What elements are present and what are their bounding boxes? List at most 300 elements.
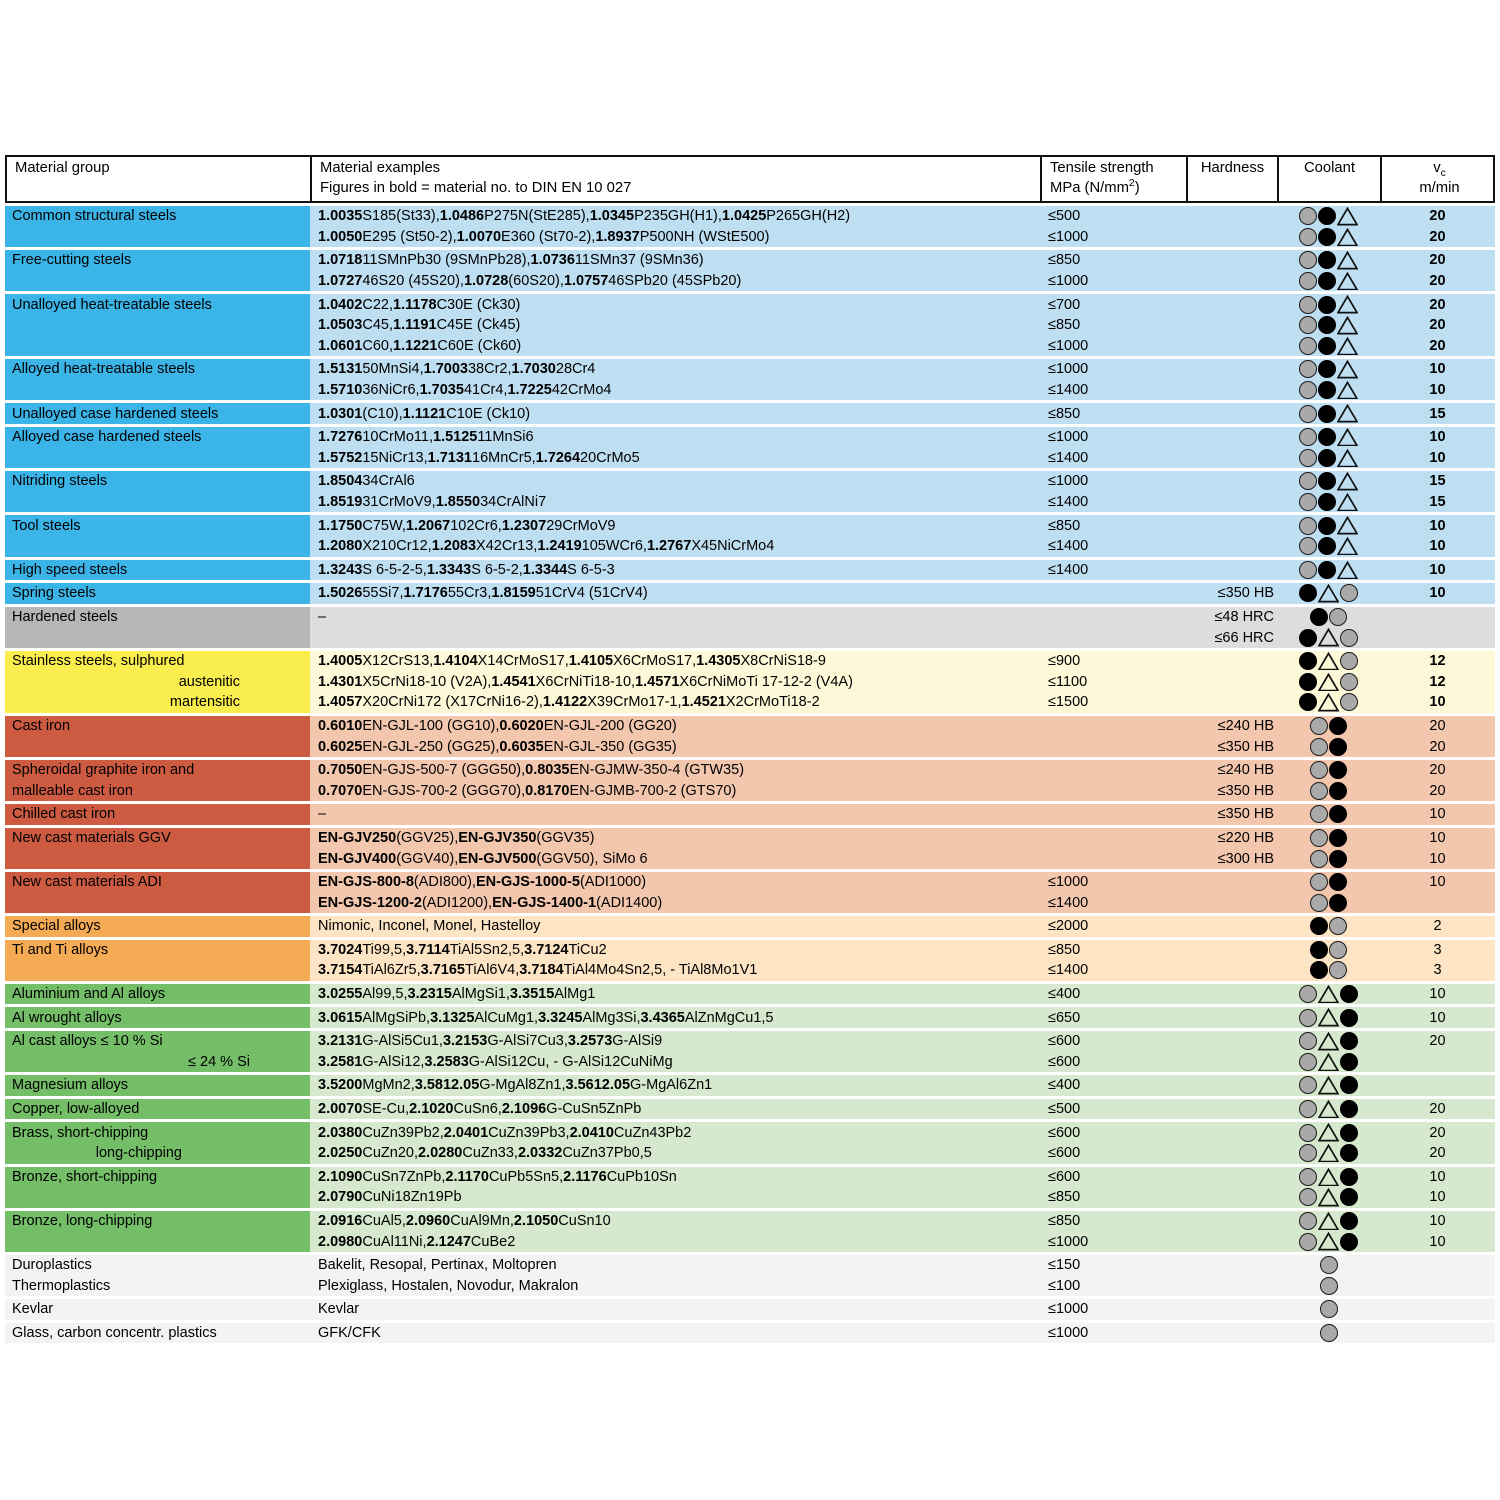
hardness-cell [1186,692,1277,713]
coolant-triangle-icon [1318,1144,1339,1163]
material-examples-cell: EN-GJV250 (GGV25), EN-GJV350 (GGV35) [310,828,1040,849]
tensile-strength-cell: ≤650 [1040,1007,1186,1028]
hardness-cell [1186,1231,1277,1252]
hardness-cell: ≤240 HB [1186,760,1277,781]
coolant-cell [1277,736,1380,757]
material-group-label-text: Al cast alloys ≤ 10 % Si [12,1033,163,1050]
vc-cell: 10 [1380,872,1495,893]
material-examples-cell: 1.5710 36NiCr6, 1.7035 41Cr4, 1.7225 42CrMo4 [310,380,1040,401]
material-group-label [5,515,310,556]
hardness-cell [1186,403,1277,424]
coolant-cell [1277,1052,1380,1073]
coolant-black-circle-icon [1329,805,1347,823]
material-group-band [5,760,1495,801]
coolant-gray-circle-icon [1299,493,1317,511]
vc-cell: 3 [1380,940,1495,961]
coolant-triangle-icon [1337,316,1358,335]
material-group-label [5,359,310,400]
material-examples-cell: 3.7024 Ti99,5, 3.7114 TiAl5Sn2,5, 3.7124 TiCu2 [310,940,1040,961]
material-group-label [5,651,310,713]
tensile-strength-cell: ≤1000 [1040,1323,1186,1344]
coolant-triangle-icon [1318,673,1339,692]
material-group-label-text: Spring steels [12,585,96,602]
coolant-cell [1277,492,1380,513]
coolant-cell [1277,1075,1380,1096]
material-examples-cell: 1.0503 C45, 1.1191 C45E (Ck45) [310,315,1040,336]
vc-cell: 10 [1380,1187,1495,1208]
coolant-triangle-icon [1337,295,1358,314]
material-examples-cell: – [310,804,1040,825]
coolant-black-circle-icon [1318,272,1336,290]
coolant-gray-circle-icon [1310,805,1328,823]
tensile-strength-cell [1040,848,1186,869]
coolant-gray-circle-icon [1299,1188,1317,1206]
material-examples-cell: 1.7276 10CrMo11, 1.5125 11MnSi6 [310,427,1040,448]
material-group-label-text: Special alloys [12,918,101,935]
coolant-cell [1277,315,1380,336]
vc-cell: 20 [1380,736,1495,757]
hardness-cell: ≤240 HB [1186,716,1277,737]
tensile-strength-cell [1040,607,1186,628]
coolant-gray-circle-icon [1340,693,1358,711]
coolant-gray-circle-icon [1299,472,1317,490]
coolant-triangle-icon [1318,652,1339,671]
coolant-triangle-icon [1337,449,1358,468]
coolant-triangle-icon [1318,1123,1339,1142]
tensile-strength-cell: ≤600 [1040,1031,1186,1052]
header-material-group [7,157,312,201]
material-group-label [5,716,310,757]
material-group-band [5,651,1495,713]
material-group-label-text: Free-cutting steels [12,252,132,269]
material-group-label [5,760,310,801]
coolant-cell [1277,780,1380,801]
coolant-black-circle-icon [1318,360,1336,378]
vc-cell: 10 [1380,1007,1495,1028]
coolant-cell [1277,1143,1380,1164]
material-group-label [5,828,310,869]
material-group-label [5,427,310,468]
header-tensile-line1: Tensile strength [1050,160,1154,176]
coolant-black-circle-icon [1318,537,1336,555]
coolant-black-circle-icon [1340,985,1358,1003]
coolant-gray-circle-icon [1299,296,1317,314]
material-examples-cell: 0.6010 EN-GJL-100 (GG10), 0.6020 EN-GJL-200 (GG20) [310,716,1040,737]
coolant-cell [1277,515,1380,536]
hardness-cell: ≤350 HB [1186,583,1277,604]
material-group-label [5,471,310,512]
machining-materials-table [5,155,1495,1343]
coolant-black-circle-icon [1318,316,1336,334]
vc-cell: 10 [1380,359,1495,380]
vc-cell: 10 [1380,560,1495,581]
material-group-label [5,1122,310,1163]
material-examples-cell: 0.7070 EN-GJS-700-2 (GGG70), 0.8170 EN-GJMB-700-2 (GTS70) [310,780,1040,801]
coolant-gray-circle-icon [1299,1009,1317,1027]
material-examples-cell: 1.1750 C75W, 1.2067 102Cr6, 1.2307 29CrMoV9 [310,515,1040,536]
hardness-cell [1186,1276,1277,1297]
coolant-cell [1277,427,1380,448]
coolant-cell [1277,940,1380,961]
coolant-black-circle-icon [1329,761,1347,779]
material-examples-cell: 1.4005 X12CrS13, 1.4104 X14CrMoS17, 1.4105 X6CrMoS17, 1.4305 X8CrNiS18-9 [310,651,1040,672]
tensile-strength-cell: ≤400 [1040,1075,1186,1096]
coolant-black-circle-icon [1329,850,1347,868]
material-group-label-text: austenitic [178,673,240,690]
material-group-band [5,403,1495,424]
vc-cell: 10 [1380,1211,1495,1232]
material-examples-cell: 1.8519 31CrMoV9, 1.8550 34CrAlNi7 [310,492,1040,513]
material-examples-cell: EN-GJS-800-8 (ADI800), EN-GJS-1000-5 (ADI1000) [310,872,1040,893]
material-examples-cell: 1.0601 C60, 1.1221 C60E (Ck60) [310,336,1040,357]
vc-cell: 20 [1380,227,1495,248]
header-vc-symbol: $v_c$ [1433,160,1446,179]
vc-cell: 10 [1380,536,1495,557]
vc-cell: 10 [1380,828,1495,849]
material-examples-cell: GFK/CFK [310,1323,1040,1344]
tensile-strength-cell: ≤500 [1040,1099,1186,1120]
coolant-gray-circle-icon [1299,561,1317,579]
tensile-strength-cell [1040,804,1186,825]
coolant-black-circle-icon [1318,337,1336,355]
hardness-cell [1186,651,1277,672]
material-group-label-text: Alloyed case hardened steels [12,429,202,446]
material-examples-cell: 1.0301 (C10), 1.1121 C10E (Ck10) [310,403,1040,424]
material-group-band [5,560,1495,581]
vc-cell [1380,607,1495,628]
coolant-triangle-icon [1337,337,1358,356]
coolant-cell [1277,828,1380,849]
material-examples-cell: 1.0035 S185(St33), 1.0486 P275N(StE285), 1.0345 P235GH(H1), 1.0425 P265GH(H2) [310,206,1040,227]
material-group-label [5,206,310,247]
coolant-cell [1277,1167,1380,1188]
tensile-strength-cell: ≤1400 [1040,560,1186,581]
tensile-strength-cell: ≤850 [1040,1187,1186,1208]
material-group-label-text: Nitriding steels [12,473,108,490]
coolant-triangle-icon [1318,1076,1339,1095]
coolant-gray-circle-icon [1299,428,1317,446]
coolant-gray-circle-icon [1299,1100,1317,1118]
material-examples-cell: 0.6025 EN-GJL-250 (GG25), 0.6035 EN-GJL-350 (GG35) [310,736,1040,757]
coolant-cell [1277,471,1380,492]
vc-cell [1380,1255,1495,1276]
material-examples-cell: 2.0980 CuAl11Ni, 2.1247 CuBe2 [310,1231,1040,1252]
coolant-cell [1277,1187,1380,1208]
coolant-black-circle-icon [1318,296,1336,314]
vc-cell: 10 [1380,848,1495,869]
coolant-cell [1277,692,1380,713]
coolant-cell [1277,271,1380,292]
material-group-label-text: Unalloyed case hardened steels [12,405,219,422]
material-group-band [5,916,1495,937]
coolant-triangle-icon [1337,472,1358,491]
coolant-cell [1277,250,1380,271]
vc-subscript: c [1440,167,1446,179]
material-group-label-text: Stainless steels, sulphured [12,653,185,670]
coolant-gray-circle-icon [1299,1124,1317,1142]
header-hardness-label: Hardness [1200,160,1265,176]
material-group-label [5,250,310,291]
material-row-label: Glass, carbon concentr. plastics [5,1323,310,1344]
coolant-cell [1277,872,1380,893]
tensile-strength-cell: ≤2000 [1040,916,1186,937]
material-group-label-text: long-chipping [95,1145,182,1162]
material-examples-cell: 3.0255 Al99,5, 3.2315 AlMgSi1, 3.3515 AlMg1 [310,984,1040,1005]
hardness-cell [1186,560,1277,581]
material-group-label [5,607,310,648]
vc-cell: 20 [1380,336,1495,357]
tensile-strength-cell: ≤1400 [1040,448,1186,469]
material-group-label [5,560,310,581]
tensile-strength-cell: ≤600 [1040,1143,1186,1164]
tensile-strength-cell [1040,583,1186,604]
material-group-label [5,1099,310,1120]
material-examples-cell: Bakelit, Resopal, Pertinax, Moltopren [310,1255,1040,1276]
material-group-band [5,250,1495,291]
hardness-cell [1186,294,1277,315]
coolant-black-circle-icon [1329,738,1347,756]
material-examples-cell: 1.3243 S 6-5-2-5, 1.3343 S 6-5-2, 1.3344 S 6-5-3 [310,560,1040,581]
material-examples-cell: 2.0250 CuZn20, 2.0280 CuZn33, 2.0332 CuZn37Pb0,5 [310,1143,1040,1164]
coolant-triangle-icon [1337,404,1358,423]
material-group-band [5,1007,1495,1028]
hardness-cell [1186,227,1277,248]
coolant-black-circle-icon [1299,652,1317,670]
material-row-label: Kevlar [5,1299,310,1320]
material-examples-cell: 1.4301 X5CrNi18-10 (V2A), 1.4541 X6CrNiTi18-10, 1.4571 X6CrNiMoTi 17-12-2 (V4A) [310,671,1040,692]
material-group-label-text: High speed steels [12,561,128,578]
vc-cell [1380,1052,1495,1073]
coolant-cell [1277,1276,1380,1297]
material-examples-cell: 1.2080 X210Cr12, 1.2083 X42Cr13, 1.2419 105WCr6, 1.2767 X45NiCrMo4 [310,536,1040,557]
vc-cell: 10 [1380,804,1495,825]
tensile-strength-cell: ≤1000 [1040,227,1186,248]
material-group-band [5,940,1495,981]
coolant-gray-circle-icon [1320,1256,1338,1274]
material-examples-cell: – [310,607,1040,628]
vc-cell: 10 [1380,515,1495,536]
material-examples-cell: 1.0718 11SMnPb30 (9SMnPb28), 1.0736 11SMn37 (9SMn36) [310,250,1040,271]
vc-cell: 10 [1380,1231,1495,1252]
coolant-triangle-icon [1318,1188,1339,1207]
material-examples-cell: 3.0615 AlMgSiPb, 3.1325 AlCuMg1, 3.3245 AlMg3Si, 3.4365 AlZnMgCu1,5 [310,1007,1040,1028]
tensile-strength-cell: ≤850 [1040,315,1186,336]
hardness-cell [1186,536,1277,557]
coolant-black-circle-icon [1318,207,1336,225]
coolant-cell [1277,206,1380,227]
vc-cell: 20 [1380,780,1495,801]
material-group-band [5,1075,1495,1096]
material-examples-cell: EN-GJV400 (GGV40), EN-GJV500 (GGV50), SiMo 6 [310,848,1040,869]
coolant-triangle-icon [1318,693,1339,712]
hardness-cell [1186,271,1277,292]
vc-cell: 3 [1380,960,1495,981]
vc-cell: 10 [1380,984,1495,1005]
coolant-black-circle-icon [1318,405,1336,423]
coolant-triangle-icon [1318,1232,1339,1251]
tensile-strength-cell: ≤400 [1040,984,1186,1005]
coolant-cell [1277,607,1380,628]
coolant-gray-circle-icon [1310,850,1328,868]
coolant-triangle-icon [1337,428,1358,447]
material-group-label-text: Al wrought alloys [12,1009,122,1026]
coolant-black-circle-icon [1329,894,1347,912]
coolant-black-circle-icon [1318,472,1336,490]
vc-cell [1380,1276,1495,1297]
coolant-black-circle-icon [1329,717,1347,735]
material-group-label-text: Chilled cast iron [12,806,116,823]
header-coolant-label: Coolant [1303,160,1355,176]
coolant-triangle-icon [1318,628,1339,647]
coolant-gray-circle-icon [1340,629,1358,647]
coolant-gray-circle-icon [1299,517,1317,535]
header-coolant [1279,157,1382,201]
vc-cell: 20 [1380,206,1495,227]
tensile-strength-cell: ≤1000 [1040,1299,1186,1320]
coolant-triangle-icon [1337,360,1358,379]
coolant-black-circle-icon [1340,1168,1358,1186]
hardness-cell [1186,872,1277,893]
coolant-black-circle-icon [1318,381,1336,399]
hardness-cell [1186,1143,1277,1164]
tensile-strength-cell: ≤1400 [1040,380,1186,401]
hardness-cell [1186,492,1277,513]
vc-cell: 20 [1380,315,1495,336]
vc-cell [1380,1299,1495,1320]
hardness-cell [1186,250,1277,271]
vc-cell: 20 [1380,1122,1495,1143]
coolant-cell [1277,336,1380,357]
tensile-strength-cell: ≤1000 [1040,471,1186,492]
coolant-triangle-icon [1337,228,1358,247]
coolant-black-circle-icon [1340,1053,1358,1071]
coolant-black-circle-icon [1299,584,1317,602]
coolant-cell [1277,627,1380,648]
vc-cell: 15 [1380,403,1495,424]
tensile-strength-cell: ≤850 [1040,940,1186,961]
hardness-cell: ≤350 HB [1186,736,1277,757]
coolant-gray-circle-icon [1299,1053,1317,1071]
coolant-gray-circle-icon [1310,782,1328,800]
material-row-label: Duroplastics [5,1255,310,1276]
tensile-strength-cell: ≤1000 [1040,359,1186,380]
tensile-superscript: 2 [1128,177,1135,189]
tensile-strength-cell: ≤600 [1040,1052,1186,1073]
vc-cell: 10 [1380,1167,1495,1188]
vc-cell: 20 [1380,760,1495,781]
coolant-triangle-icon [1318,1053,1339,1072]
vc-cell: 10 [1380,380,1495,401]
coolant-black-circle-icon [1340,1233,1358,1251]
coolant-black-circle-icon [1318,561,1336,579]
material-group-label-text: New cast materials GGV [12,829,171,846]
material-examples-cell: 0.7050 EN-GJS-500-7 (GGG50), 0.8035 EN-GJMW-350-4 (GTW35) [310,760,1040,781]
hardness-cell [1186,892,1277,913]
coolant-cell [1277,1299,1380,1320]
coolant-gray-circle-icon [1340,652,1358,670]
material-group-label-text: Unalloyed heat-treatable steels [12,296,212,313]
material-group-label [5,403,310,424]
hardness-cell: ≤66 HRC [1186,627,1277,648]
tensile-strength-cell: ≤1500 [1040,692,1186,713]
material-group-label-text: Cast iron [12,717,71,734]
coolant-triangle-icon [1318,1008,1339,1027]
material-group-label [5,1211,310,1252]
tensile-strength-cell: ≤500 [1040,206,1186,227]
material-group-label-text: Common structural steels [12,208,177,225]
material-examples-cell: 1.5131 50MnSi4, 1.7003 38Cr2, 1.7030 28Cr4 [310,359,1040,380]
material-group-label-text: ≤ 24 % Si [188,1053,250,1070]
material-group-band [5,1255,1495,1296]
coolant-gray-circle-icon [1329,961,1347,979]
hardness-cell [1186,1323,1277,1344]
coolant-gray-circle-icon [1340,584,1358,602]
coolant-gray-circle-icon [1299,381,1317,399]
coolant-black-circle-icon [1340,1124,1358,1142]
coolant-black-circle-icon [1340,1032,1358,1050]
tensile-strength-cell [1040,736,1186,757]
vc-cell: 12 [1380,651,1495,672]
coolant-triangle-icon [1337,537,1358,556]
material-group-label [5,804,310,825]
coolant-cell [1277,892,1380,913]
vc-cell: 20 [1380,271,1495,292]
coolant-cell [1277,1255,1380,1276]
coolant-cell [1277,403,1380,424]
coolant-black-circle-icon [1329,829,1347,847]
material-examples-cell: 1.8504 34CrAl6 [310,471,1040,492]
tensile-strength-cell: ≤600 [1040,1122,1186,1143]
coolant-cell [1277,380,1380,401]
coolant-gray-circle-icon [1299,207,1317,225]
header-tensile-line2: MPa $(N/mm^2)$ [1050,177,1140,196]
tensile-strength-cell: ≤100 [1040,1276,1186,1297]
coolant-black-circle-icon [1329,782,1347,800]
material-group-band [5,583,1495,604]
coolant-black-circle-icon [1318,428,1336,446]
coolant-cell [1277,448,1380,469]
hardness-cell [1186,380,1277,401]
coolant-triangle-icon [1337,251,1358,270]
coolant-gray-circle-icon [1299,316,1317,334]
tensile-strength-cell [1040,716,1186,737]
table-header [5,155,1495,203]
material-group-band [5,206,1495,247]
coolant-cell [1277,760,1380,781]
hardness-cell [1186,1099,1277,1120]
material-group-label-text: malleable cast iron [12,782,133,799]
vc-cell: 10 [1380,583,1495,604]
material-group-label-text: Tool steels [12,517,81,534]
hardness-cell [1186,1167,1277,1188]
tensile-strength-cell: ≤1000 [1040,872,1186,893]
tensile-strength-cell: ≤1000 [1040,1231,1186,1252]
coolant-cell [1277,1099,1380,1120]
material-group-label-text: Alloyed heat-treatable steels [12,361,195,378]
vc-cell [1380,892,1495,913]
header-vc [1382,157,1497,201]
material-examples-cell: 3.7154 TiAl6Zr5, 3.7165 TiAl6V4, 3.7184 TiAl4Mo4Sn2,5, - TiAl8Mo1V1 [310,960,1040,981]
coolant-triangle-icon [1337,516,1358,535]
material-examples-cell: 1.5752 15NiCr13, 1.7131 16MnCr5, 1.7264 20CrMo5 [310,448,1040,469]
coolant-gray-circle-icon [1310,873,1328,891]
coolant-gray-circle-icon [1320,1300,1338,1318]
header-material-examples-line1: Material examples [320,160,441,176]
coolant-black-circle-icon [1340,1009,1358,1027]
vc-cell: 15 [1380,492,1495,513]
coolant-black-circle-icon [1310,917,1328,935]
coolant-cell [1277,804,1380,825]
